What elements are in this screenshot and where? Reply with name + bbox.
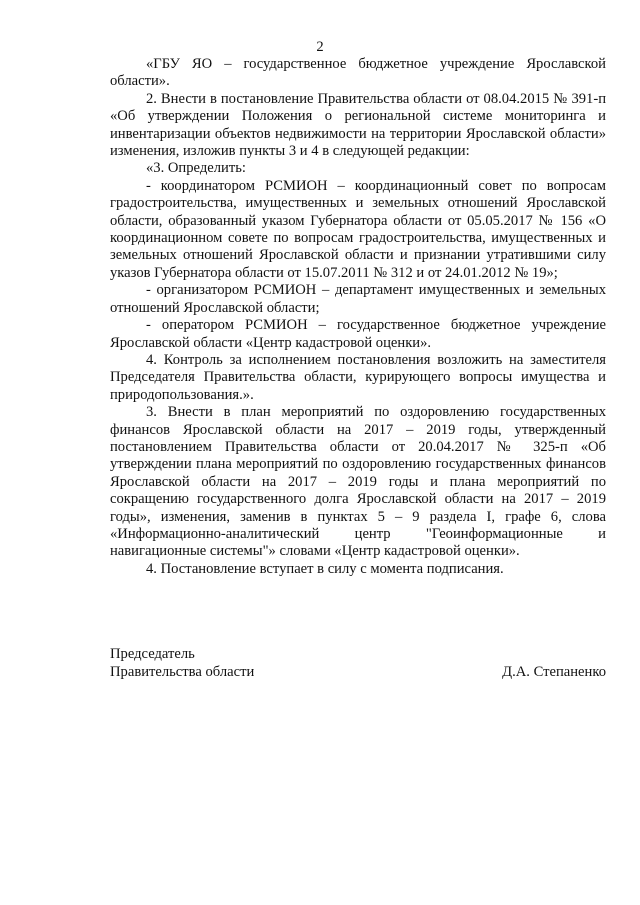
document-body <box>110 56 606 578</box>
signature-position-line2: Правительства области <box>110 664 255 680</box>
paragraph-organizer: - организатором РСМИОН – департамент имущественных и земельных отношений Ярославской области; <box>110 282 606 316</box>
signature-position-line1: Председатель <box>110 646 195 662</box>
paragraph-operator: - оператором РСМИОН – государственное бюджетное учреждение Ярославской области «Центр кадастровой оценки». <box>110 317 606 351</box>
paragraph-coordinator: - координатором РСМИОН – координационный совет по вопросам градостроительства, имущественных и земельных отношений Ярославской области, образованный указом Губернатора области от 05.05.2017 № 156 «О координационном совете по вопросам градостроительства, имущественных и земельных отношений Ярославской области и признании утратившими силу указов Губернатора области от 15.07.2011 № 312 и от 24.01.2012 № 19»; <box>110 177 606 281</box>
page-number: 2 <box>316 39 324 55</box>
paragraph-gbu-definition: «ГБУ ЯО – государственное бюджетное учреждение Ярославской области». <box>110 56 606 90</box>
paragraph-item-4-effective: 4. Постановление вступает в силу с момента подписания. <box>146 560 504 577</box>
paragraph-item-3-plan: 3. Внести в план мероприятий по оздоровлению государственных финансов Ярославской области на 2017 – 2019 годы, утвержденный постановлением Правительства области от 20.04.2017 № 325-п «Об утверждении плана мероприятий по оздоровлению государственных финансов Ярославской области на 2017 – 2019 годы и плана мероприятий по сокращению государственного долга Ярославской области на 2017 – 2019 годы», изменения, заменив в пунктах 5 – 9 раздела I, графе 6, слова «Информационно-аналитический центр "Геоинформационные и навигационные системы"» словами «Центр кадастровой оценки». <box>110 404 606 560</box>
signature-row <box>110 663 606 681</box>
signature-block <box>110 645 606 681</box>
signatory-name: Д.А. Степаненко <box>502 664 606 680</box>
paragraph-item-3-define: «3. Определить: <box>146 160 246 177</box>
paragraph-item-4-control: 4. Контроль за исполнением постановления возложить на заместителя Председателя Правительства области, курирующего вопросы имущества и природопользования.». <box>110 351 606 403</box>
paragraph-item-2: 2. Внести в постановление Правительства области от 08.04.2015 № 391-п «Об утверждении Положения о региональной системе мониторинга и инвентаризации объектов недвижимости на территории Ярославской области» изменения, изложив пункты 3 и 4 в следующей редакции: <box>110 90 606 160</box>
